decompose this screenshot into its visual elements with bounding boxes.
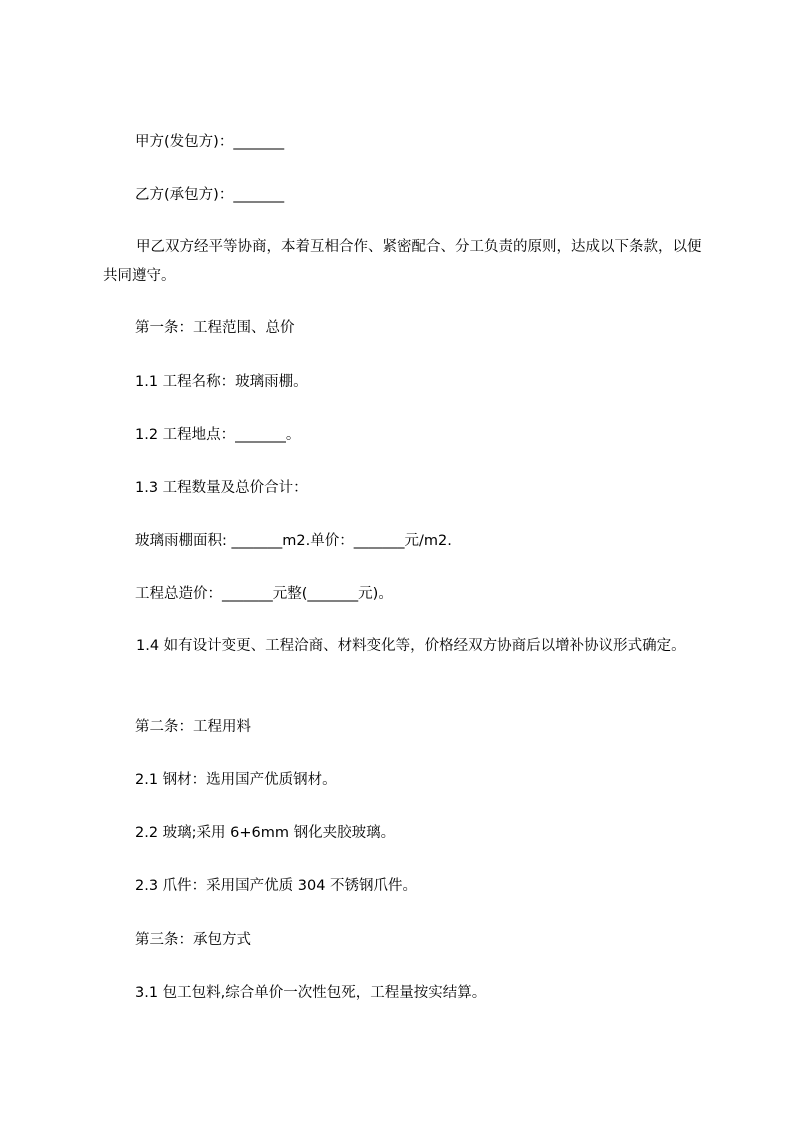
item-2-3: 2.3 爪件：采用国产优质 304 不锈钢爪件。 — [135, 878, 418, 894]
party-b-line: 乙方(承包方)：_______ — [135, 187, 285, 203]
preamble-paragraph: 甲乙双方经平等协商，本着互相合作、紧密配合、分工负责的原则，达成以下条款，以便共同遵守。 — [103, 239, 702, 284]
area-price-line: 玻璃雨棚面积: _______m2.单价：_______元/m2. — [135, 533, 452, 549]
item-3-1: 3.1 包工包料,综合单价一次性包死，工程量按实结算。 — [135, 985, 487, 1001]
article-2-title: 第二条：工程用料 — [135, 719, 251, 735]
article-1-title: 第一条：工程范围、总价 — [135, 320, 295, 336]
article-3-title: 第三条：承包方式 — [135, 932, 251, 948]
item-2-2: 2.2 玻璃;采用 6+6mm 钢化夹胶玻璃。 — [135, 825, 396, 841]
total-cost-line: 工程总造价：_______元整(_______元)。 — [135, 586, 393, 602]
item-1-1: 1.1 工程名称：玻璃雨棚。 — [135, 374, 308, 390]
item-1-4-paragraph: 1.4 如有设计变更、工程洽商、材料变化等，价格经双方协商后以增补协议形式确定。 — [136, 638, 686, 654]
item-1-3: 1.3 工程数量及总价合计： — [135, 480, 308, 496]
item-2-1: 2.1 钢材：选用国产优质钢材。 — [135, 772, 337, 788]
party-a-line: 甲方(发包方)：_______ — [135, 134, 285, 150]
item-1-2: 1.2 工程地点：_______。 — [135, 427, 301, 443]
